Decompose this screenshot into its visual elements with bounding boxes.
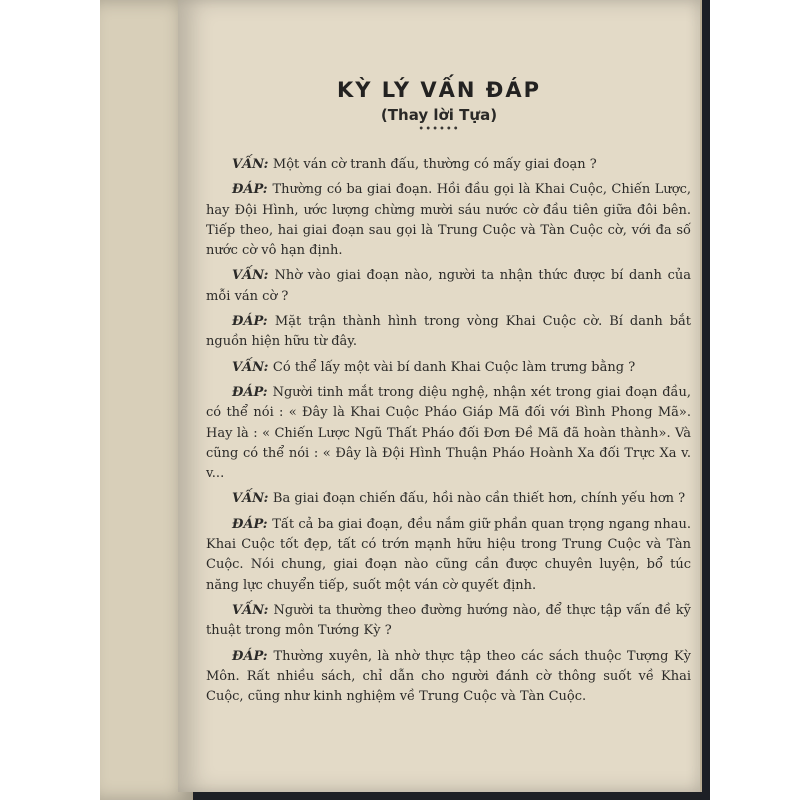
speaker-label: VẤN — [232, 491, 264, 507]
dialogue-paragraph: VẤN: Người ta thường theo đường hướng nào, để thực tập vấn đề kỹ thuật trong môn Tướng Kỳ ? — [206, 602, 691, 639]
speaker-label: ĐÁP — [232, 648, 263, 664]
dialogue-paragraph: VẤN: Nhờ vào giai đoạn nào, người ta nhận thức được bí danh của mỗi ván cờ ? — [206, 268, 691, 304]
paragraph-text: Một ván cờ tranh đấu, thường có mấy giai đoạn ? — [272, 157, 597, 172]
paragraph-text: Có thể lấy một vài bí danh Khai Cuộc làm trưng bằng ? — [272, 359, 636, 375]
paragraph-text: Người ta thường theo đường hướng nào, để thực tập vấn đề kỹ thuật trong môn Tướng Kỳ ? — [206, 602, 691, 639]
paragraph-text: Thường xuyên, là nhờ thực tập theo các sách thuộc Tượng Kỳ Môn. Rất nhiều sách, chỉ dẫn cho người đánh cờ thông suốt về Khai Cuộc, cũng như kinh nghiệm về Trung Cuộc và Tàn Cuộc. — [206, 648, 691, 705]
dialogue-paragraph: ĐÁP: Mặt trận thành hình trong vòng Khai Cuộc cờ. Bí danh bắt nguồn hiện hữu từ đây. — [206, 314, 691, 350]
page-subtitle: (Thay lời Tựa) — [380, 106, 498, 124]
paragraph-text: Nhờ vào giai đoạn nào, người ta nhận thức được bí danh của mỗi ván cờ ? — [206, 268, 691, 304]
paragraph-text: Mặt trận thành hình trong vòng Khai Cuộc cờ. Bí danh bắt nguồn hiện hữu từ đây. — [206, 314, 691, 350]
paragraph-text: Ba giai đoạn chiến đấu, hồi nào cần thiết hơn, chính yếu hơn ? — [272, 491, 686, 507]
dialogue-paragraph: ĐÁP: Người tinh mắt trong diệu nghệ, nhận xét trong giai đoạn đầu, có thể nói : « Đây là Khai Cuộc Pháo Giáp Mã đối với Bình Phong Mã». Hay là : « Chiến Lược Ngũ Thất Pháo đối Đơn Đề Mã đã hoàn thành». Và cũng có thể nói : « Đây là Đội Hình Thuận Pháo Hoành Xa đối Trực Xa v. v... — [206, 384, 691, 482]
paragraph-text: Tất cả ba giai đoạn, đều nắm giữ phần quan trọng ngang nhau. Khai Cuộc tốt đẹp, tất có trớn mạnh hữu hiệu trong Trung Cuộc và Tàn Cuộc. Nói chung, giai đoạn nào cũng cần được chuyên luyện, bổ túc năng lực chuyển tiếp, suốt một ván cờ quyết định. — [206, 516, 691, 593]
speaker-label: ĐÁP — [232, 314, 263, 330]
speaker-label: ĐÁP — [232, 384, 263, 400]
dialogue-paragraph: VẤN: Ba giai đoạn chiến đấu, hồi nào cần thiết hơn, chính yếu hơn ? — [232, 491, 686, 507]
speaker-label: ĐÁP — [232, 182, 263, 198]
speaker-label: VẤN — [232, 157, 264, 172]
page-title: KỲ LÝ VẤN ĐÁP — [336, 78, 542, 102]
dialogue-paragraph: ĐÁP: Thường có ba giai đoạn. Hồi đầu gọi là Khai Cuộc, Chiến Lược, hay Đội Hình, ước lượng chừng mười sáu nước cờ đầu tiên giữa đôi bên. Tiếp theo, hai giai đoạn sau gọi là Trung Cuộc và Tàn Cuộc cờ, với đa số nước cờ vô hạn định. — [206, 182, 691, 259]
speaker-label: VẤN — [232, 359, 264, 375]
paragraph-text: Người tinh mắt trong diệu nghệ, nhận xét trong giai đoạn đầu, có thể nói : « Đây là Khai Cuộc Pháo Giáp Mã đối với Bình Phong Mã». Hay là : « Chiến Lược Ngũ Thất Pháo đối Đơn Đề Mã đã hoàn thành». Và cũng có thể nói : « Đây là Đội Hình Thuận Pháo Hoành Xa đối Trực Xa v. v... — [206, 384, 691, 482]
speaker-label: VẤN — [232, 268, 264, 284]
dialogue-paragraph: VẤN: Có thể lấy một vài bí danh Khai Cuộc làm trưng bằng ? — [232, 359, 636, 375]
speaker-label: ĐÁP — [232, 516, 263, 532]
dialogue-paragraph: VẤN: Một ván cờ tranh đấu, thường có mấy giai đoạn ? — [232, 157, 597, 172]
ornament-divider: •••••• — [418, 124, 460, 135]
dialogue-paragraph: ĐÁP: Tất cả ba giai đoạn, đều nắm giữ phần quan trọng ngang nhau. Khai Cuộc tốt đẹp, tất có trớn mạnh hữu hiệu trong Trung Cuộc và Tàn Cuộc. Nói chung, giai đoạn nào cũng cần được chuyên luyện, bổ túc năng lực chuyển tiếp, suốt một ván cờ quyết định. — [206, 516, 691, 593]
dialogue-paragraph: ĐÁP: Thường xuyên, là nhờ thực tập theo các sách thuộc Tượng Kỳ Môn. Rất nhiều sách, chỉ dẫn cho người đánh cờ thông suốt về Khai Cuộc, cũng như kinh nghiệm về Trung Cuộc và Tàn Cuộc. — [206, 648, 691, 705]
paragraph-text: Thường có ba giai đoạn. Hồi đầu gọi là Khai Cuộc, Chiến Lược, hay Đội Hình, ước lượng chừng mười sáu nước cờ đầu tiên giữa đôi bên. Tiếp theo, hai giai đoạn sau gọi là Trung Cuộc và Tàn Cuộc cờ, với đa số nước cờ vô hạn định. — [206, 182, 691, 259]
speaker-label: VẤN — [232, 602, 264, 618]
dialogue-body — [206, 155, 691, 712]
